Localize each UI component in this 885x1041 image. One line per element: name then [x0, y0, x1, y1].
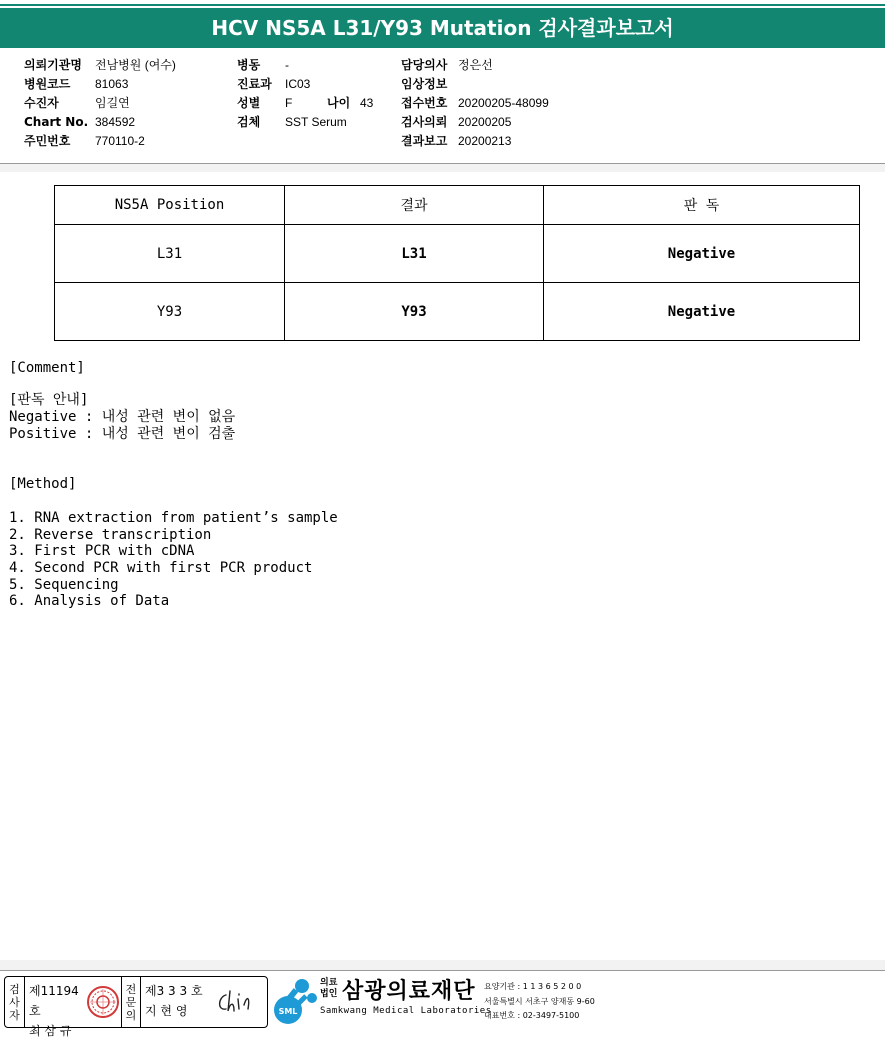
contact-line: 대표번호 : 02-3497-5100 — [484, 1011, 580, 1020]
guide-heading: [판독 안내] — [9, 392, 89, 408]
info-value: 20200205 — [458, 115, 512, 129]
info-value: 20200213 — [458, 134, 512, 148]
method-heading: [Method] — [9, 476, 77, 492]
cell-result: L31 — [285, 225, 544, 283]
table-header-row — [55, 186, 860, 225]
method-step: 4. Second PCR with first PCR product — [9, 560, 313, 576]
info-label: 검체 — [237, 115, 261, 129]
info-value: 전남병원 (여수) — [95, 58, 176, 72]
info-label: 담당의사 — [401, 58, 448, 72]
info-label: 주민번호 — [24, 134, 71, 148]
signer2-license: 제3 3 3 호 — [145, 984, 203, 998]
info-row — [24, 113, 176, 132]
table-row — [55, 225, 860, 283]
method-step: 1. RNA extraction from patient’s sample — [9, 510, 338, 526]
signer1-role-label — [5, 977, 25, 1027]
signature-box — [4, 976, 268, 1038]
seal-stamp-icon — [85, 977, 121, 1027]
info-value-age: 43 — [360, 96, 374, 110]
info-value: 81063 — [95, 77, 129, 91]
info-row — [401, 94, 549, 113]
info-label: 진료과 — [237, 77, 272, 91]
cell-result: Y93 — [285, 283, 544, 341]
role-char: 자 — [9, 1008, 20, 1022]
contact-line: 요양기관 : 1 1 3 6 5 2 0 0 — [484, 982, 582, 991]
info-value: 20200205-48099 — [458, 96, 549, 110]
info-row — [24, 94, 176, 113]
org-english-name: Samkwang Medical Laboratories — [320, 1006, 492, 1016]
signer1-name: 최 삼 규 — [29, 1024, 72, 1038]
guide-line-negative: Negative : 내성 관련 변이 없음 — [9, 409, 236, 425]
contact-info — [484, 980, 595, 1024]
role-char: 문 — [125, 995, 137, 1009]
info-row — [237, 56, 373, 75]
method-step: 6. Analysis of Data — [9, 593, 170, 609]
info-row — [24, 132, 176, 151]
guide-line-positive: Positive : 내성 관련 변이 검출 — [9, 426, 236, 442]
info-label: 결과보고 — [401, 134, 448, 148]
role-char: 의 — [125, 1008, 137, 1022]
info-label: 검사의뢰 — [401, 115, 448, 129]
info-row — [237, 75, 373, 94]
column-header-result: 결과 — [285, 186, 544, 225]
method-step: 2. Reverse transcription — [9, 527, 212, 543]
table-row — [55, 283, 860, 341]
footer-shade — [0, 960, 885, 970]
info-row — [237, 94, 373, 113]
cell-position: Y93 — [55, 283, 285, 341]
contact-line: 서울특별시 서초구 양재동 9-60 — [484, 996, 595, 1006]
signer2-details — [141, 977, 211, 1027]
column-header-interpretation: 판 독 — [544, 186, 860, 225]
sml-logo-icon — [272, 976, 320, 1026]
method-step: 5. Sequencing — [9, 577, 119, 593]
signer2-name: 지 현 영 — [145, 1004, 188, 1018]
column-header-position: NS5A Position — [55, 186, 285, 225]
patient-info-column-3 — [401, 56, 549, 151]
info-row — [401, 113, 549, 132]
cell-interpretation: Negative — [544, 283, 860, 341]
info-label: 수진자 — [24, 96, 59, 110]
logo-text: SML — [278, 1007, 298, 1016]
signer2-role-label — [121, 977, 141, 1027]
info-value: F — [285, 96, 293, 110]
info-value: SST Serum — [285, 115, 347, 129]
info-label: 임상정보 — [401, 77, 448, 91]
info-value: 임길연 — [95, 96, 130, 110]
header-shade — [0, 164, 885, 172]
info-value: 770110-2 — [95, 134, 145, 148]
info-label: 접수번호 — [401, 96, 448, 110]
signer1-details — [25, 977, 85, 1038]
info-row — [401, 132, 549, 151]
info-value: 정은선 — [458, 58, 493, 72]
role-char: 사 — [9, 995, 20, 1009]
info-row — [24, 56, 176, 75]
cell-interpretation: Negative — [544, 225, 860, 283]
comment-heading: [Comment] — [9, 360, 85, 376]
info-row — [24, 75, 176, 94]
info-label: Chart No. — [24, 115, 89, 129]
footer-divider — [0, 970, 885, 971]
patient-info-column-2 — [237, 56, 373, 132]
info-row — [237, 113, 373, 132]
info-label: 성별 — [237, 96, 261, 110]
org-prefix: 의료 법인 — [320, 978, 338, 999]
info-row — [401, 75, 549, 94]
info-label: 병원코드 — [24, 77, 71, 91]
cell-position: L31 — [55, 225, 285, 283]
results-table — [54, 185, 860, 341]
info-value: 384592 — [95, 115, 136, 129]
info-label-age: 나이 — [327, 96, 351, 110]
info-row — [401, 56, 549, 75]
org-name: 삼광의료재단 — [342, 979, 476, 1004]
top-rule — [0, 4, 885, 6]
handwritten-signature-icon — [211, 977, 257, 1027]
info-value: - — [285, 58, 289, 72]
role-char: 전 — [125, 982, 137, 996]
report-title: HCV NS5A L31/Y93 Mutation 검사결과보고서 — [0, 8, 885, 48]
patient-info-column-1 — [24, 56, 176, 151]
method-step: 3. First PCR with cDNA — [9, 543, 195, 559]
role-char: 검 — [9, 982, 20, 996]
info-value: IC03 — [285, 77, 311, 91]
info-label: 의뢰기관명 — [24, 58, 82, 72]
signer1-license: 제11194호 — [29, 984, 79, 1018]
info-label: 병동 — [237, 58, 261, 72]
